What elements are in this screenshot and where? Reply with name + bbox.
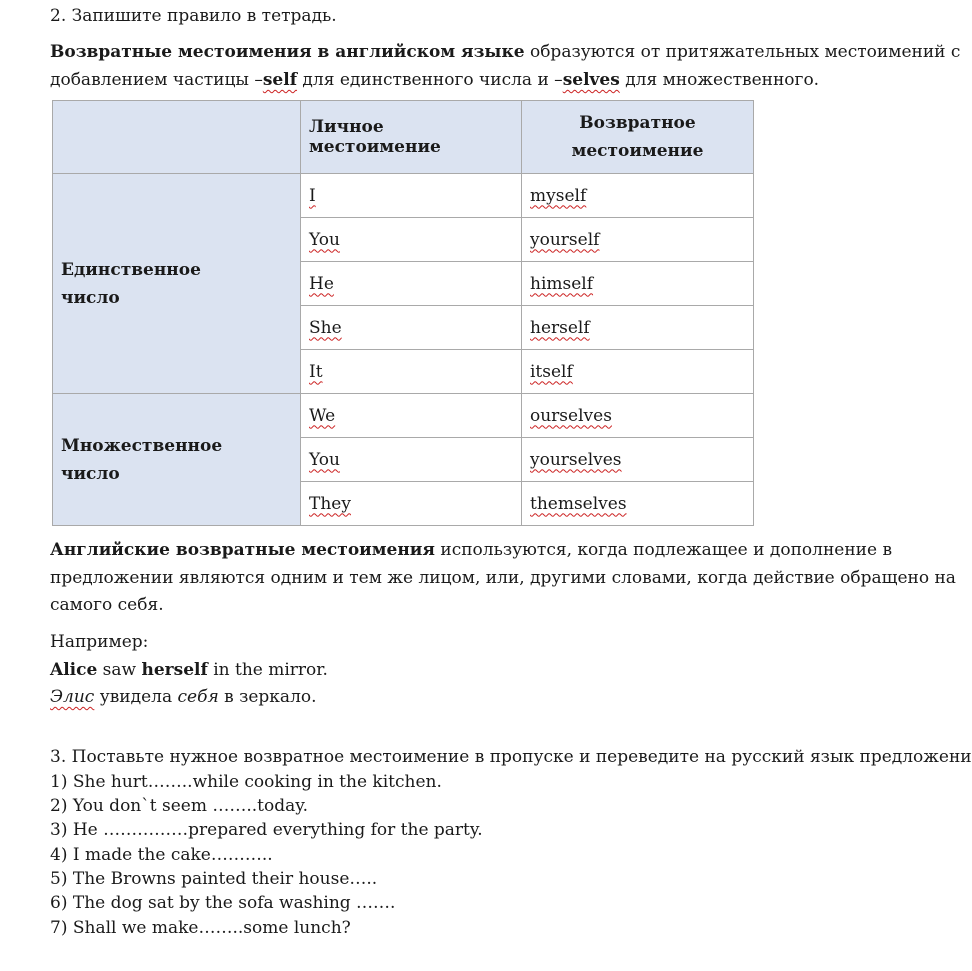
personal-pronoun: It <box>309 361 323 382</box>
singular-group-label <box>53 174 301 394</box>
table-header-empty <box>53 101 301 174</box>
reflexive-pronoun-cell <box>522 262 754 306</box>
table-row <box>53 394 754 438</box>
task3-heading-text: 3. Поставьте нужное возвратное местоимение в пропуске и переведите на русский язык предложени <box>50 747 972 767</box>
exercise-item-text: 6) The dog sat by the sofa washing ……. <box>50 893 396 913</box>
example-en-rest: in the mirror. <box>207 660 328 680</box>
example-ru-mid: увидела <box>94 687 178 707</box>
usage-line-1 <box>50 536 892 564</box>
plural-label-line2: число <box>61 463 120 484</box>
personal-pronoun-cell <box>301 350 522 394</box>
table-row <box>53 174 754 218</box>
reflexive-pronoun-cell <box>522 218 754 262</box>
plural-group-label <box>53 394 301 526</box>
exercise-item-text: 3) He ……………prepared everything for the party. <box>50 820 483 840</box>
self-suffix: self <box>262 70 298 90</box>
table-header-reflexive-line1: Возвратное <box>579 113 696 133</box>
intro-text-2c: для множественного. <box>619 70 820 90</box>
personal-pronoun: You <box>309 449 340 470</box>
exercise-item <box>50 867 377 891</box>
table-header-reflexive-line2: местоимение <box>571 141 704 161</box>
intro-text-1: образуются от притяжательных местоимений с <box>524 42 961 62</box>
reflexive-pronoun: themselves <box>530 493 627 514</box>
reflexive-pronoun: yourselves <box>530 449 622 470</box>
reflexive-pronoun: himself <box>530 273 594 294</box>
example-english <box>50 656 328 684</box>
exercise-item-text: 5) The Browns painted their house….. <box>50 869 378 889</box>
task3-heading <box>50 745 972 769</box>
example-alice: Alice <box>50 660 98 680</box>
intro-line-1 <box>50 38 960 66</box>
singular-label-line2: число <box>61 287 120 308</box>
usage-line-2 <box>50 564 956 592</box>
reflexive-pronoun-cell <box>522 306 754 350</box>
personal-pronoun: I <box>309 185 316 206</box>
exercise-item-text: 2) You don`t seem ……..today. <box>50 796 308 816</box>
exercise-item <box>50 818 483 842</box>
usage-text-1: используются, когда подлежащее и дополнение в <box>434 540 893 560</box>
exercise-item <box>50 770 442 794</box>
personal-pronoun-cell <box>301 262 522 306</box>
reflexive-pronoun: ourselves <box>530 405 612 426</box>
reflexive-pronoun-cell <box>522 438 754 482</box>
exercise-item <box>50 794 308 818</box>
task2-heading-text: 2. Запишите правило в тетрадь. <box>50 6 337 26</box>
example-label-text: Например: <box>50 632 149 652</box>
reflexive-pronoun: herself <box>530 317 590 338</box>
exercise-item <box>50 843 273 867</box>
reflexive-pronoun-cell <box>522 350 754 394</box>
intro-text-2b: для единственного числа и – <box>297 70 563 90</box>
example-elis: Элис <box>50 687 95 707</box>
reflexive-pronoun-cell <box>522 174 754 218</box>
reflexive-pronoun-cell <box>522 394 754 438</box>
exercise-item-text: 1) She hurt……..while cooking in the kitchen. <box>50 772 442 792</box>
personal-pronoun-cell <box>301 394 522 438</box>
personal-pronoun-cell <box>301 174 522 218</box>
table-header-personal: Личное местоимение <box>301 101 522 174</box>
singular-label-line1: Единственное <box>61 259 201 280</box>
intro-text-2a: добавлением частицы – <box>50 70 263 90</box>
usage-bold-term: Английские возвратные местоимения <box>50 540 435 560</box>
usage-text-2: предложении являются одним и тем же лицом, или, другими словами, когда действие обращено на <box>50 568 956 588</box>
table-header-row <box>53 101 754 174</box>
task2-heading <box>50 2 337 30</box>
intro-bold-term: Возвратные местоимения в английском языке <box>50 42 525 62</box>
reflexive-pronoun: myself <box>530 185 587 206</box>
personal-pronoun-cell <box>301 306 522 350</box>
usage-text-3: самого себя. <box>50 595 164 615</box>
reflexive-pronoun: itself <box>530 361 573 382</box>
exercise-item-text: 7) Shall we make……..some lunch? <box>50 918 351 938</box>
personal-pronoun-cell <box>301 218 522 262</box>
usage-line-3 <box>50 591 164 619</box>
exercise-item-text: 4) I made the cake……….. <box>50 845 273 865</box>
reflexive-pronoun-cell <box>522 482 754 526</box>
reflexive-pronoun-table <box>52 100 754 526</box>
example-label <box>50 628 148 656</box>
intro-line-2 <box>50 66 819 94</box>
example-herself: herself <box>141 660 208 680</box>
personal-pronoun-cell <box>301 482 522 526</box>
selves-suffix: selves <box>562 70 620 90</box>
example-russian <box>50 683 317 711</box>
personal-pronoun: They <box>309 493 351 514</box>
exercise-item <box>50 916 351 940</box>
table-header-reflexive <box>522 101 754 174</box>
personal-pronoun: She <box>309 317 342 338</box>
exercise-item <box>50 891 395 915</box>
example-saw: saw <box>97 660 142 680</box>
reflexive-pronoun: yourself <box>530 229 600 250</box>
personal-pronoun: We <box>309 405 336 426</box>
example-ru-rest: в зеркало. <box>218 687 317 707</box>
personal-pronoun-cell <box>301 438 522 482</box>
personal-pronoun: He <box>309 273 334 294</box>
plural-label-line1: Множественное <box>61 435 223 456</box>
personal-pronoun: You <box>309 229 340 250</box>
example-sebya: себя <box>177 687 219 707</box>
